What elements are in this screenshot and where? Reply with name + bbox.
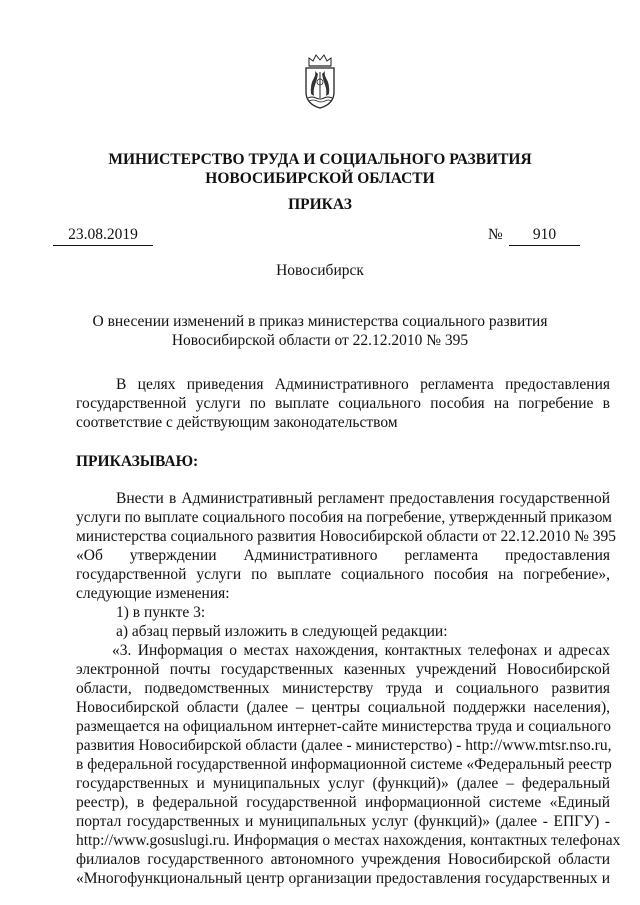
list-item-point: 1) в пункте 3: [116,604,206,621]
order-subject-line2: Новосибирской области от 22.12.2010 № 395 [171,332,469,349]
body-line: портал государственных и муниципальных услуг (функций)» (далее - ЕПГУ) - [76,813,610,830]
coat-of-arms-icon [301,52,339,110]
document-type-title: ПРИКАЗ [288,196,352,213]
body-line: Новосибирской области (далее – центры социальной поддержки населения), [76,699,610,716]
body-line: области, подведомственных министерству труда и социального развития [76,680,610,697]
ministry-name [0,150,640,188]
order-date: 23.08.2019 [53,226,153,246]
body-line: реестр), в федеральной государственной информационной системе «Единый [76,794,610,811]
body-line: http://www.gosuslugi.ru. Информация о местах нахождения, контактных телефонах [76,832,621,849]
ministry-name-line1: МИНИСТЕРСТВО ТРУДА И СОЦИАЛЬНОГО РАЗВИТИЯ [108,151,532,168]
order-subject [0,312,640,350]
preamble-line: государственной услуги по выплате социального пособия на погребение в [76,395,610,412]
ministry-name-line2: НОВОСИБИРСКОЙ ОБЛАСТИ [205,170,435,187]
preamble-line: В целях приведения Административного регламента предоставления [116,376,610,393]
order-number: 910 [509,226,580,246]
body-line: следующие изменения: [76,585,230,602]
order-subject-line1: О внесении изменений в приказ министерства социального развития [92,313,548,330]
list-item-subpoint: а) абзац первый изложить в следующей редакции: [116,623,448,640]
body-line: Внести в Административный регламент предоставления государственной [116,490,610,507]
body-line: министерства социального развития Новосибирской области от 22.12.2010 № 395 [76,528,616,545]
preamble-line: соответствие с действующим законодательством [76,414,398,431]
coat-of-arms-emblem [301,52,339,110]
body-line: государственной услуги по выплате социального пособия на погребение», [76,566,610,583]
body-line: размещается на официальном интернет-сайте министерства труда и социального [76,718,612,735]
body-line: в федеральной государственной информационной системе «Федеральный реестр [76,756,612,773]
order-heading: ПРИКАЗЫВАЮ: [76,453,199,470]
body-line: электронной почты государственных казенных учреждений Новосибирской [76,661,610,678]
body-line: развития Новосибирской области (далее - министерство) - http://www.mtsr.nso.ru, [76,737,612,754]
order-number-label: № [488,226,503,243]
body-line: «Об утверждении Административного регламента предоставления [76,547,610,564]
body-line: государственных и муниципальных услуг (функций)» (далее – федеральный [76,775,610,792]
city-name: Новосибирск [276,262,364,279]
body-line: «3. Информация о местах нахождения, контактных телефонах и адресах [112,642,610,659]
body-line: «Многофункциональный центр организации предоставления государственных и [76,870,610,887]
body-line: услуги по выплате социального пособия на погребение, утвержденный приказом [76,509,612,526]
body-line: филиалов государственного автономного учреждения Новосибирской области [76,851,610,868]
